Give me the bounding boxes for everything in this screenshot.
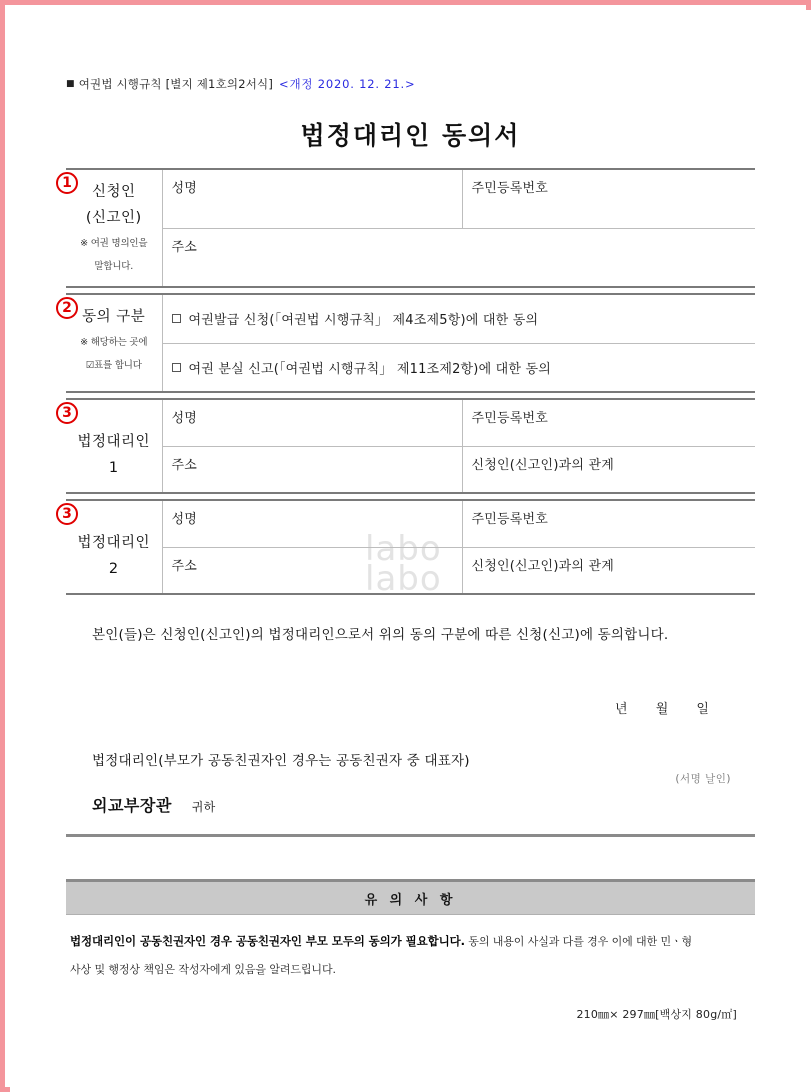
guardian2-label-number: 2 xyxy=(108,561,119,577)
watermark-line-1: labo xyxy=(365,529,442,569)
section-guardian-1 xyxy=(62,398,755,494)
guardian1-address-field[interactable] xyxy=(162,446,462,492)
guardian2-name-field[interactable] xyxy=(162,501,462,547)
section-consent-type xyxy=(62,293,755,393)
guardian1-relation-field[interactable] xyxy=(462,446,755,492)
guardian1-name-field[interactable] xyxy=(162,400,462,446)
guardian1-rrn-field[interactable] xyxy=(462,400,755,446)
notice-line-2: 사상 및 행정상 책임은 작성자에게 있음을 알려드립니다. xyxy=(70,963,336,976)
applicant-rrn-field[interactable] xyxy=(462,170,755,228)
applicant-note-2: 말합니다. xyxy=(94,261,134,272)
signature-seal-note: (서명 날인) xyxy=(675,773,731,785)
form-header-text: 여권법 시행규칙 [별지 제1호의2서식] xyxy=(78,77,274,91)
consent-option-2-label: 여권 분실 신고(「여권법 시행규칙」 제11조제2항)에 대한 동의 xyxy=(188,361,552,377)
bullet-square-icon: ■ xyxy=(66,79,75,89)
notice-body xyxy=(66,915,755,984)
guardian1-address-label: 주소 xyxy=(171,457,198,473)
signature-divider xyxy=(66,834,755,837)
form-header xyxy=(66,76,755,92)
marker-circle-1: 1 xyxy=(56,172,78,194)
consent-label-cell xyxy=(62,295,162,391)
document-content xyxy=(10,76,811,1022)
guardian1-label-cell xyxy=(62,400,162,492)
applicant-label-cell xyxy=(62,170,162,286)
guardian2-rrn-label: 주민등록번호 xyxy=(471,512,549,527)
form-revision-text: <개정 2020. 12. 21.> xyxy=(279,77,416,91)
consent-option-1-label: 여권발급 신청(「여권법 시행규칙」 제4조제5항)에 대한 동의 xyxy=(188,313,539,329)
addressee-name: 외교부장관 xyxy=(92,796,172,815)
paper-spec-note: 210㎜× 297㎜[백상지 80g/㎡] xyxy=(576,1008,737,1021)
checkbox-passport-issue-icon[interactable] xyxy=(172,314,181,323)
checkbox-passport-loss-icon[interactable] xyxy=(172,363,181,372)
applicant-label-main: 신청인 xyxy=(91,184,136,200)
guardian2-relation-label: 신청인(신고인)과의 관계 xyxy=(471,558,614,574)
guardian2-label-cell xyxy=(62,501,162,593)
page-title: 법정대리인 동의서 xyxy=(300,121,521,150)
notice-rest-text: 동의 내용이 사실과 다를 경우 이에 대한 민ㆍ형 xyxy=(464,935,693,948)
guardian2-rrn-field[interactable] xyxy=(462,501,755,547)
applicant-name-field[interactable] xyxy=(162,170,462,228)
applicant-label-sub: (신고인) xyxy=(85,210,142,226)
guardian1-rrn-label: 주민등록번호 xyxy=(471,411,549,426)
applicant-rrn-label: 주민등록번호 xyxy=(471,181,549,196)
addressee-honorific: 귀하 xyxy=(191,800,216,814)
guardian1-name-label: 성명 xyxy=(171,411,198,426)
consent-statement: 본인(들)은 신청인(신고인)의 법정대리인으로서 위의 동의 구분에 따른 신청(신고)에 동의합니다. xyxy=(92,627,669,643)
guardian2-address-field[interactable] xyxy=(162,547,462,599)
watermark-line-2: labo xyxy=(365,559,442,599)
guardian2-name-label: 성명 xyxy=(171,512,198,527)
applicant-note-1: ※ 여권 명의인을 xyxy=(80,238,148,249)
marker-circle-3a: 3 xyxy=(56,402,78,424)
guardian2-address-label: 주소 xyxy=(171,558,198,574)
notice-box xyxy=(66,879,755,984)
notice-title: 유 의 사 항 xyxy=(66,882,755,915)
section-applicant xyxy=(62,168,755,288)
section-guardian-2 xyxy=(62,499,755,599)
guardian1-label-number: 1 xyxy=(108,460,119,476)
document-sheet xyxy=(10,10,811,1092)
consent-note-2: ☑표를 합니다 xyxy=(85,360,142,371)
applicant-name-label: 성명 xyxy=(171,181,198,196)
guardian1-relation-label: 신청인(신고인)과의 관계 xyxy=(471,457,614,473)
applicant-address-label: 주소 xyxy=(171,239,198,255)
guardian1-label-main: 법정대리인 xyxy=(77,434,151,450)
consent-option-row-1[interactable] xyxy=(162,295,755,343)
applicant-address-field[interactable] xyxy=(162,228,755,286)
signature-addressee xyxy=(92,793,729,816)
consent-option-row-2[interactable] xyxy=(162,343,755,391)
date-line: 년 월 일 xyxy=(615,702,721,717)
marker-circle-2: 2 xyxy=(56,297,78,319)
consent-label-main: 동의 구분 xyxy=(82,309,146,325)
signature-representative-label: 법정대리인(부모가 공동친권자인 경우는 공동친권자 중 대표자) xyxy=(92,753,470,769)
guardian2-label-main: 법정대리인 xyxy=(77,535,151,551)
marker-circle-3b: 3 xyxy=(56,503,78,525)
notice-bold-text: 법정대리인이 공동친권자인 경우 공동친권자인 부모 모두의 동의가 필요합니다. xyxy=(70,934,465,948)
guardian2-relation-field[interactable] xyxy=(462,547,755,593)
signature-block xyxy=(66,749,755,816)
consent-note-1: ※ 해당하는 곳에 xyxy=(80,337,148,348)
